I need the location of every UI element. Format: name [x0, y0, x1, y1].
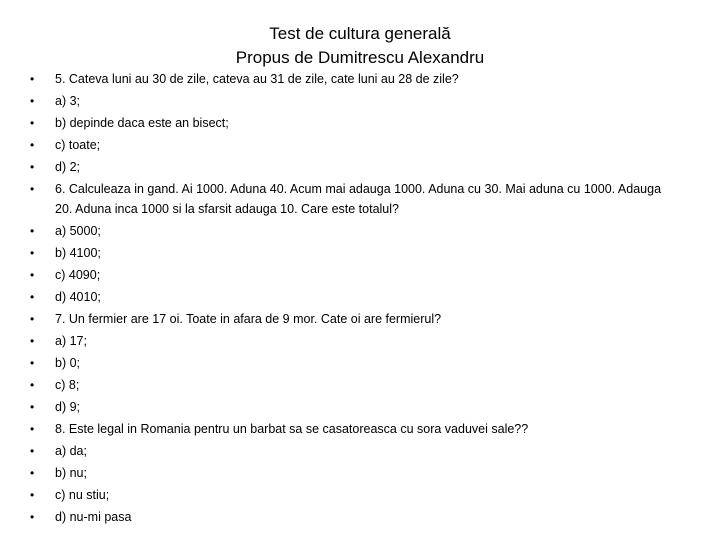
question-5: • 5. Cateva luni au 30 de zile, cateva au 31 de zile, cate luni au 28 de zile? — [30, 68, 670, 90]
option-7c: • c) 8; — [30, 374, 670, 396]
question-list — [30, 68, 670, 528]
slide-title — [0, 22, 720, 70]
title-line-1: Test de cultura generală — [269, 24, 451, 43]
question-6: • 6. Calculeaza in gand. Ai 1000. Aduna 40. Acum mai adauga 1000. Aduna cu 30. Mai aduna cu 1000. Adauga 20. Aduna inca 1000 si la sfarsit adauga 10. Care este totalul? — [30, 178, 670, 220]
option-5c: • c) toate; — [30, 134, 670, 156]
option-8a: • a) da; — [30, 440, 670, 462]
option-8b: • b) nu; — [30, 462, 670, 484]
option-5b: • b) depinde daca este an bisect; — [30, 112, 670, 134]
question-8: • 8. Este legal in Romania pentru un barbat sa se casatoreasca cu sora vaduvei sale?? — [30, 418, 670, 440]
option-5d: • d) 2; — [30, 156, 670, 178]
option-6d: • d) 4010; — [30, 286, 670, 308]
option-7a: • a) 17; — [30, 330, 670, 352]
title-author-line: Propus de Dumitrescu Alexandru — [235, 48, 485, 67]
option-8c: • c) nu stiu; — [30, 484, 670, 506]
option-8d: • d) nu-mi pasa — [30, 506, 670, 528]
option-5a: • a) 3; — [30, 90, 670, 112]
option-6b: • b) 4100; — [30, 242, 670, 264]
option-7b: • b) 0; — [30, 352, 670, 374]
option-6a: • a) 5000; — [30, 220, 670, 242]
option-7d: • d) 9; — [30, 396, 670, 418]
option-6c: • c) 4090; — [30, 264, 670, 286]
question-7: • 7. Un fermier are 17 oi. Toate in afara de 9 mor. Cate oi are fermierul? — [30, 308, 670, 330]
